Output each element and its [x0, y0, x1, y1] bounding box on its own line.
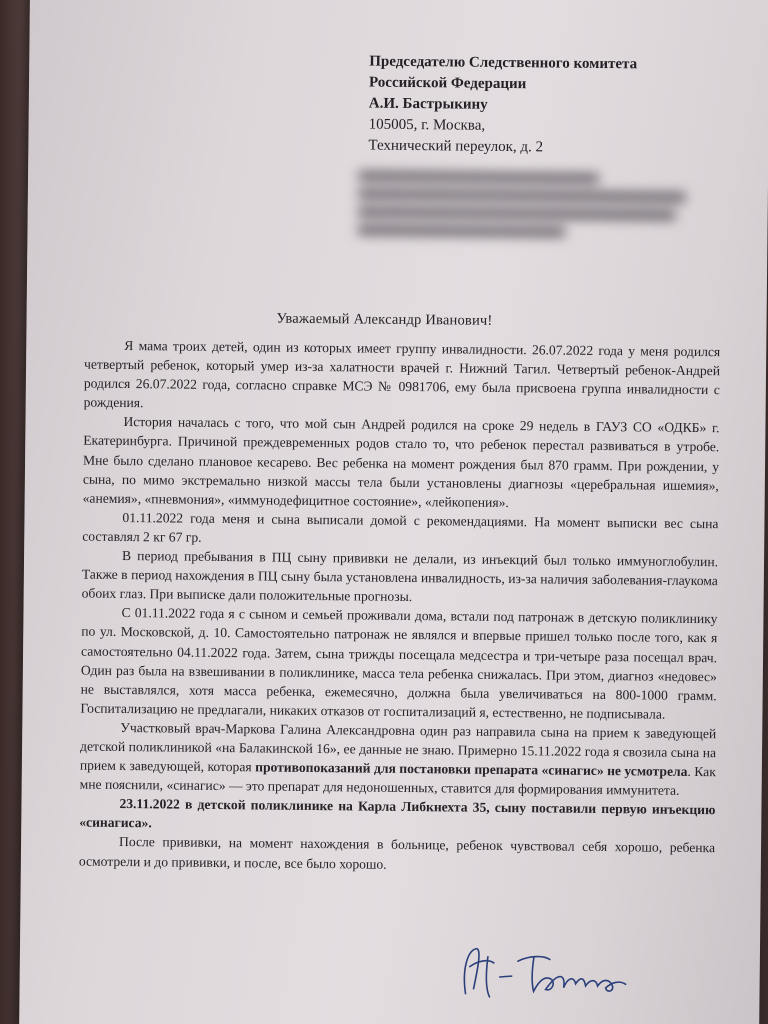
paragraph-2: История началась с того, что мой сын Андрей родился на сроке 29 недель в ГАУЗ СО «ОДКБ» г. Екатеринбурга. Причиной преждевременных родов стало то, что ребенок перестал развиваться в утробе. Мне было сделано плановое кесарево. Вес ребенка на момент рождения был 870 грамм. При рождении, у сына, по мимо экстремально низкой массы тела были установлены диагнозы «церебральная ишемия», «анемия», «пневмония», «иммунодефицитное состояние», «лейкопения». — [82, 414, 720, 510]
paragraph-5: С 01.11.2022 года я с сыном и семьей проживали дома, встали под патронаж в детскую поликлинику по ул. Московской, д. 10. Самостоятельно патронаж не являлся и впервые пришел только после того, как я самостоятельно 04.11.2022 года. Затем, сына трижды посещала медсестра и три-четыре раза посещал врач. Один раз была на взвешивании в поликлинике, масса тела ребенка снижалась. При этом, диагноз «недовес» не выставлялся, хотя масса ребенка, ежемесячно, должна была увеличиваться на 800-1000 грамм. Госпитализацию не предлагали, никаких отказов от госпитализаций я, естественно, не подписывала. — [80, 605, 718, 722]
paragraph-8: После прививки, на момент нахождения в больнице, ребенок чувствовал себя хорошо, ребенка осмотрели и до прививки, и после, все было хорошо. — [78, 834, 716, 872]
paragraph-3: 01.11.2022 года меня и сына выписали домой с рекомендациями. На момент выписки вес сына составлял 2 кг 67 гр. — [82, 509, 719, 545]
paragraph-6-end: . Как мне пояснили, «синагис» — это препарат для недоношенных, ставится для формирования иммунитета. — [79, 763, 716, 799]
paragraph-4: В период пребывания в ПЦ сыну прививки не делали, из инъекций был только иммуноглобулин. Также в период нахождения в ПЦ сыну была установлена инвалидность, из-за наличия заболевания-глаукома обоих глаз. При выписке дали положительные прогнозы. — [81, 548, 719, 605]
recipient-block — [368, 52, 729, 161]
recipient-org: Российской Федерации — [368, 74, 527, 93]
paragraph-6-start: Участковый врач-Маркова Галина Александровна один раз направила сына на прием к заведующей детской поликлиникой «на Балакинской 16», ее данные не знаю. Примерно 15.11.2022 года я свозила сына на прием к заведующей, которая — [79, 719, 717, 775]
recipient-city: 105005, г. Москва, — [368, 116, 486, 134]
recipient-street: Технический переулок, д. 2 — [368, 137, 544, 156]
letter-body — [79, 336, 721, 877]
paragraph-1: Я мама троих детей, один из которых имеет группу инвалидности. 26.07.2022 года у меня родился четвертый ребенок, который умер из-за халатности врачей г. Нижний Тагил. Четвертый ребенок-Андрей родился 26.07.2022 года, согласно справке МСЭ № 0981706, ему была присвоена группа инвалидности с рождения. — [83, 338, 721, 411]
letter-page — [19, 0, 768, 1024]
paragraph-6 — [80, 717, 717, 800]
handwritten-signature — [447, 938, 658, 1010]
recipient-title: Председателю Следственного комитета — [369, 53, 638, 73]
redacted-sender-block — [357, 165, 693, 244]
paragraph-7 — [79, 794, 715, 839]
paragraph-6-emphasis: противопоказаний для постановки препарата «синагис» не усмотрела — [255, 759, 688, 779]
recipient-name: А.И. Бастрыкину — [368, 95, 488, 113]
salutation: Уважаемый Александр Иванович! — [276, 310, 493, 329]
paragraph-7-bold: 23.11.2022 в детской поликлинике на Карла Либкнехта 35, сыну поставили первую инъекцию «синагиса». — [79, 796, 716, 831]
